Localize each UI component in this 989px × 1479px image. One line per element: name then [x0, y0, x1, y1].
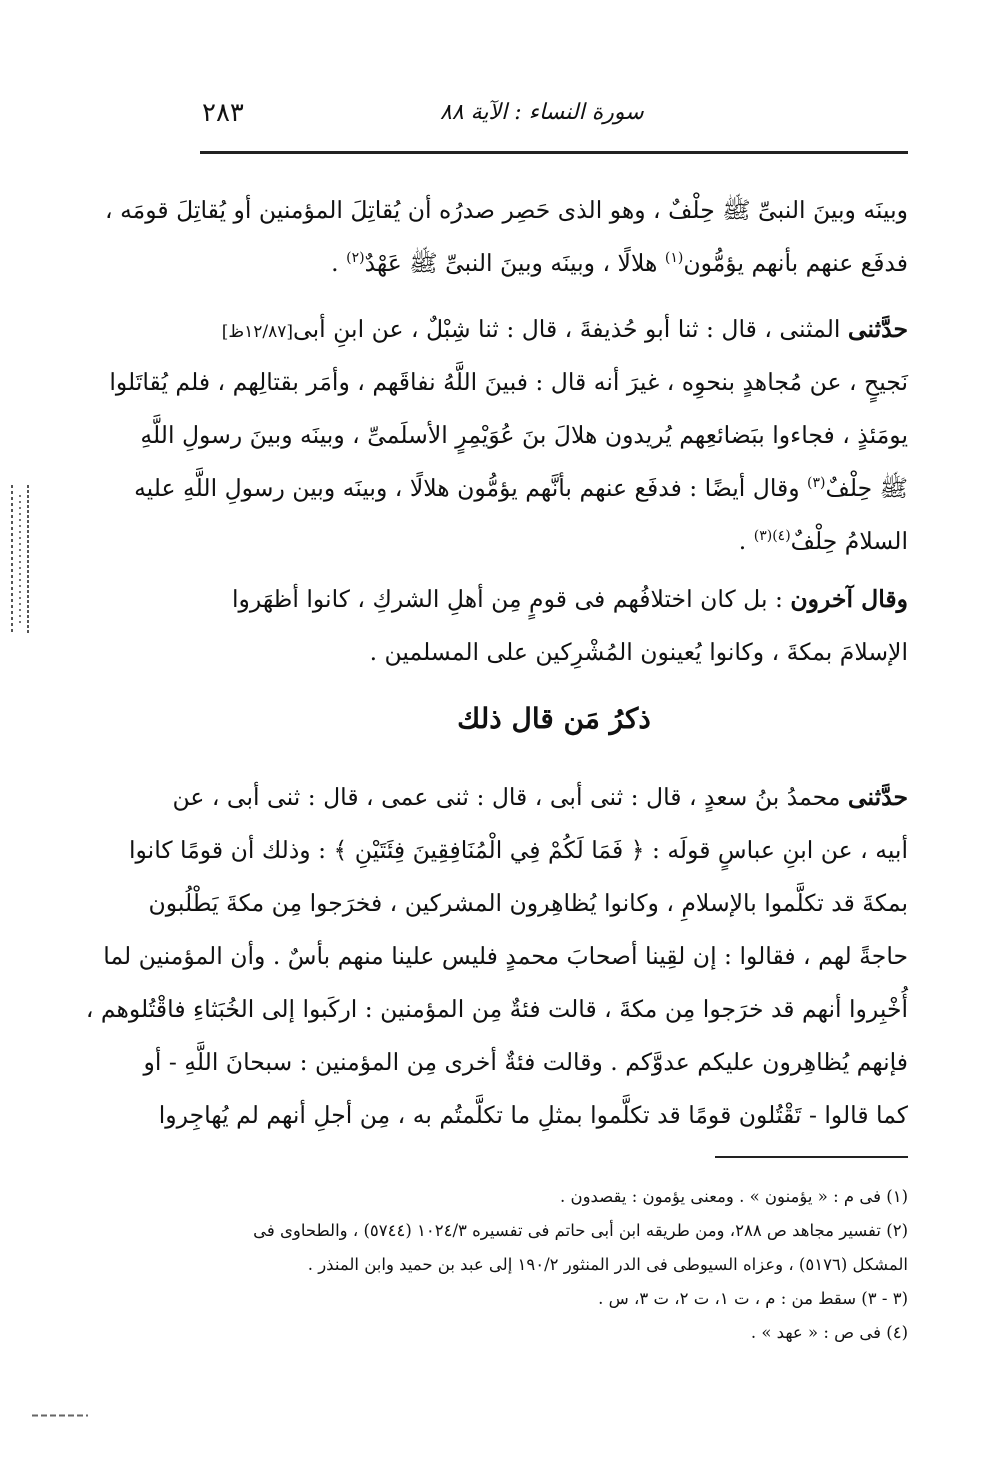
text-span: السلامُ حِلْفٌ: [790, 527, 908, 555]
binding-edge-mark: [0, 485, 40, 635]
text-line: وبينَه وبينَ النبىِّ ﷺ حِلْفٌ ، وهو الذى حَصِر صدرُه أن يُقاتِلَ المؤمنين أو يُقاتِلَ قومَه ،: [105, 196, 908, 224]
running-title: سورة النساء : الآية ٨٨: [440, 100, 644, 125]
footnote: (٣ - ٣) سقط من : م ، ت ١، ت ٢، ت ٣، س .: [598, 1289, 908, 1308]
paragraph-1: [105, 184, 908, 290]
text-line: [200, 573, 908, 626]
footnote: المشكل (٥١٧٦) ، وعزاه السيوطى فى الدر المنثور ١٩٠/٢ إلى عبد بن حميد وابن المنذر .: [307, 1255, 908, 1274]
manuscript-reference: [١٢/٨٧ظ]: [221, 322, 294, 342]
lead-word: وقال آخرون: [790, 585, 908, 613]
text-line: الإسلامَ بمكةَ ، وكانوا يُعينون المُشْرِكين على المسلمين .: [369, 638, 908, 666]
lead-word: حدَّثنى: [847, 783, 908, 811]
text-span: محمدُ بنُ سعدٍ ، قال : ثنى أبى ، قال : ثنى عمى ، قال : ثنى أبى ، عن: [172, 783, 848, 811]
text-line: أبيه ، عن ابنِ عباسٍ قولَه : ﴿ فَمَا لَكُمْ فِي الْمُنَافِقِينَ فِئَتَيْنِ ﴾ : وذلك أن قومًا كانوا: [129, 836, 908, 864]
paragraph-4: [85, 771, 908, 1142]
text-line: يومَئذٍ ، فجاءوا ببَضائعِهم يُريدون هلالَ بنَ عُوَيْمِرٍ الأسلَمىِّ ، وبينَه وبينَ رسولِ اللَّهِ: [140, 421, 908, 449]
text-line: [134, 462, 908, 515]
text-span: هلالًا ، وبينَه وبينَ النبىِّ ﷺ عَهْدٌ: [364, 249, 665, 277]
text-span: ﷺ حِلْفٌ: [825, 474, 908, 502]
text-line: أُخْبِروا أنهم قد خرَجوا مِن مكةَ ، قالت فئةٌ مِن المؤمنين : اركَبوا إلى الخُبَثاءِ فاقْتُلوهم ،: [85, 995, 908, 1023]
text-span: فدفَع عنهم بأنهم يؤمُّون: [683, 249, 908, 277]
text-line: نَجيحٍ ، عن مُجاهدٍ بنحوِه ، غيرَ أنه قال : فبينَ اللَّهُ نفاقَهم ، وأمَر بقتالِهم ، فلم يُقاتَلوا: [109, 368, 908, 396]
footnote: (٢) تفسير مجاهد ص ٢٨٨، ومن طريقه ابن أبى حاتم فى تفسيره ١٠٢٤/٣ (٥٧٤٤) ، والطحاوى فى: [253, 1221, 908, 1240]
footnote: (١) فى م : « يؤمنون » . ومعنى يؤمون : يقصدون .: [559, 1187, 908, 1206]
text-line: [200, 303, 908, 356]
footnote-rule: [715, 1156, 908, 1158]
text-line: حاجةً لهم ، فقالوا : إن لقِينا أصحابَ محمدٍ فليس علينا منهم بأسٌ . وأن المؤمنين لما: [103, 942, 908, 970]
text-span: المثنى ، قال : ثنا أبو حُذيفةَ ، قال : ثنا شِبْلٌ ، عن ابنِ أبى: [293, 315, 848, 343]
text-line: بمكةَ قد تكلَّموا بالإسلامِ ، وكانوا يُظاهِرون المشركين ، فخرَجوا مِن مكةَ يَطْلُبون: [148, 889, 908, 917]
text-span: : بل كان اختلافُهم فى قومٍ مِن أهلِ الشركِ ، كانوا أظهَروا: [232, 585, 791, 613]
footnotes: [200, 1180, 908, 1350]
footnote: (٤) فى ص : « عهد » .: [750, 1323, 908, 1342]
paragraph-2: [109, 303, 908, 568]
footnote-marker: (٣): [807, 475, 826, 492]
section-heading: ذكرُ مَن قال ذلك: [457, 702, 651, 735]
text-line: كما قالوا - تَقْتُلون قومًا قد تكلَّموا بمثلِ ما تكلَّمتُم به ، مِن أجلِ أنهم لم يُهاجِروا: [158, 1101, 908, 1129]
lead-word: حدَّثنى: [847, 315, 908, 343]
text-line: السلامُ حِلْفٌ$^{(٤)(٣)}$ .: [738, 527, 908, 555]
footnote-marker: (٤)(٣): [753, 528, 791, 545]
footnote-marker: (٢): [346, 250, 365, 267]
scan-mark: [32, 1414, 88, 1417]
text-line: فدفَع عنهم بأنهم يؤمُّون$^{(١)}$ هلالًا ، وبينَه وبينَ النبىِّ ﷺ عَهْدٌ$^{(٢)}$ .: [331, 249, 908, 277]
page-number: ٢٨٣: [202, 98, 244, 128]
footnote-marker: (١): [664, 250, 684, 267]
text-line: فإنهم يُظاهِرون عليكم عدوَّكم . وقالت فئةٌ أخرى مِن المؤمنين : سبحانَ اللَّهِ - أو: [143, 1048, 908, 1076]
header-rule: [200, 151, 908, 154]
paragraph-3: [200, 573, 908, 679]
text-line: [172, 771, 908, 824]
text-span: وقال أيضًا : فدفَع عنهم بأنَّهم يؤمُّون هلالًا ، وبينَه وبين رسولِ اللَّهِ عليه: [134, 474, 808, 502]
